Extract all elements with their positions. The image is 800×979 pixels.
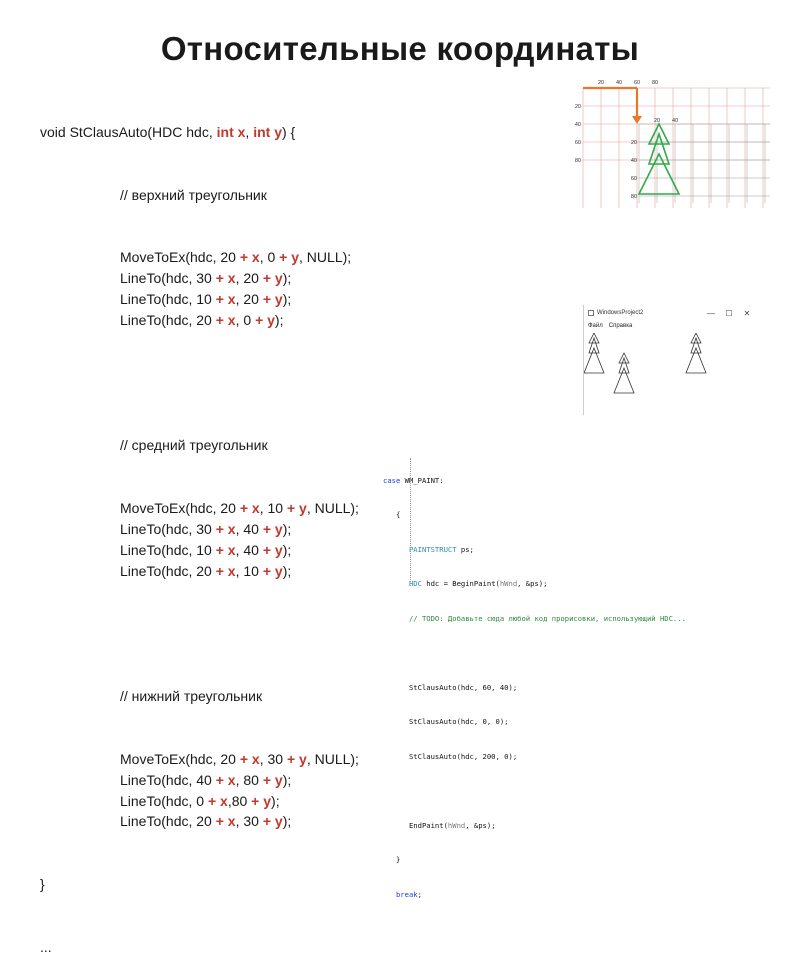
comment-bottom: // нижний треугольник — [120, 688, 263, 705]
beginpaint-call: hdc = BeginPaint( — [421, 579, 500, 588]
window-client-area — [584, 333, 756, 415]
code-token-op2: + y — [262, 541, 283, 558]
signature-sep: , — [245, 123, 254, 140]
break-semicolon: ; — [417, 889, 422, 899]
grid-tick-label: 40 — [615, 80, 623, 86]
tree-instance-60-40 — [614, 353, 634, 393]
grid-tick-label: 20 — [574, 104, 581, 110]
indent-guide — [410, 458, 411, 586]
code-token-mid: , 0 — [259, 249, 280, 266]
todo-comment-line — [383, 613, 783, 625]
grid-tick-label: 20 — [630, 140, 637, 146]
menu-help[interactable]: Справка — [608, 323, 633, 329]
code-token-op1: + x — [215, 291, 236, 307]
code-token-mid: , 0 — [235, 311, 256, 328]
signature-suffix: ) { — [281, 123, 296, 140]
tree-instance-0-0 — [584, 333, 604, 373]
window-titlebar — [584, 305, 756, 321]
code-token-mid: , 10 — [259, 500, 287, 516]
signature-prefix: void StClausAuto(HDC hdc, — [40, 123, 217, 140]
code-token-op2: + y — [279, 249, 300, 266]
code-token-op2: + y — [286, 500, 307, 516]
code-token-op2: + y — [262, 270, 283, 287]
grid-tick-label: 60 — [630, 176, 637, 182]
todo-comment: // TODO: Добавьте сюда любой код прорисовки, использующий HDC... — [408, 613, 686, 623]
grid-tick-label: 40 — [671, 118, 679, 124]
code-token-fn: MoveToEx(hdc, 20 — [120, 750, 240, 767]
code-token-end: ); — [282, 520, 292, 537]
code-token-mid: ,80 — [227, 792, 252, 809]
code-token-mid: , 30 — [235, 813, 263, 830]
code-token-end: , NULL); — [299, 249, 352, 266]
wm-paint-snippet — [383, 440, 783, 899]
call-2: StClausAuto(hdc, 0, 0); — [408, 717, 509, 726]
code-token-mid: , 20 — [235, 270, 263, 287]
closing-brace: } — [40, 876, 45, 893]
code-token-op2: + y — [262, 771, 283, 788]
top-code-line — [40, 268, 400, 289]
function-signature — [40, 122, 400, 143]
bottom-code-line — [40, 791, 400, 812]
code-token-op1: + x — [215, 541, 236, 558]
code-token-mid: , 30 — [259, 750, 287, 767]
code-token-end: ); — [282, 771, 292, 788]
code-token-op1: + x — [239, 249, 260, 266]
code-token-op1: + x — [215, 311, 236, 328]
param-y: int y — [253, 123, 282, 140]
endpaint-end: , &ps); — [465, 820, 496, 830]
endpaint-call: EndPaint( — [408, 820, 448, 830]
beginpaint-end: , &ps); — [517, 579, 548, 588]
close-brace-line — [383, 854, 783, 866]
code-token-end: ); — [282, 270, 292, 287]
menu-file[interactable]: Файл — [588, 323, 603, 329]
code-token-fn: LineTo(hdc, 10 — [120, 541, 216, 558]
paintstruct-var: ps; — [456, 544, 474, 554]
code-token-fn: LineTo(hdc, 0 — [120, 792, 208, 809]
window-title: WindowsProject2 — [597, 310, 644, 316]
code-token-op1: + x — [215, 562, 236, 579]
case-line — [383, 475, 783, 487]
code-token-end: ); — [282, 291, 292, 307]
code-token-end: ); — [282, 813, 292, 830]
code-token-fn: LineTo(hdc, 30 — [120, 520, 216, 537]
hwnd-param: hWnd — [447, 820, 466, 830]
grid-tick-label: 60 — [574, 140, 581, 146]
grid-tick-label: 20 — [653, 118, 661, 124]
code-token-op1: + x — [215, 270, 236, 287]
comment-mid: // средний треугольник — [120, 437, 268, 454]
param-x: int x — [216, 123, 246, 140]
app-icon — [588, 310, 594, 316]
code-token-op1: + x — [215, 813, 236, 830]
coordinate-grid-figure — [565, 78, 770, 208]
close-button[interactable]: ✕ — [743, 308, 751, 318]
top-code-line — [40, 247, 400, 268]
code-token-mid: , 10 — [235, 562, 263, 579]
hwnd-param: hWnd — [499, 579, 518, 588]
code-token-op2: + y — [255, 311, 275, 328]
blank-line — [40, 623, 400, 644]
code-token-op2: + y — [251, 792, 272, 809]
bottom-code-line — [40, 770, 400, 791]
endpaint-line — [383, 820, 783, 832]
code-token-end: , NULL); — [306, 750, 359, 767]
call-line — [383, 682, 783, 694]
break-keyword: break — [395, 889, 418, 899]
maximize-button[interactable]: ☐ — [725, 308, 733, 318]
open-brace: { — [395, 510, 401, 519]
code-listing — [40, 80, 400, 979]
code-token-mid: , 40 — [235, 541, 263, 558]
code-token-fn: LineTo(hdc, 30 — [120, 270, 216, 287]
slide-title: Относительные координаты — [160, 30, 640, 67]
minimize-button[interactable]: — — [707, 308, 715, 318]
bottom-code-line — [40, 811, 400, 832]
code-token-end: ); — [274, 311, 284, 328]
mid-code-line — [40, 519, 400, 540]
beginpaint-line — [383, 578, 783, 590]
bottom-code-line — [40, 749, 400, 770]
grid-tick-label: 80 — [630, 194, 637, 200]
mid-code-line — [40, 498, 400, 519]
code-token-op2: + y — [262, 291, 283, 307]
grid-tick-label: 80 — [651, 80, 659, 86]
code-token-fn: MoveToEx(hdc, 20 — [120, 500, 240, 516]
app-window — [583, 305, 756, 415]
ellipsis: ... — [40, 938, 52, 955]
tree-instance-200-0 — [686, 333, 706, 373]
grid-tick-label: 80 — [574, 158, 581, 164]
hdc-type: HDC — [408, 579, 422, 588]
paintstruct-type: PAINTSTRUCT — [408, 544, 457, 554]
code-token-fn: LineTo(hdc, 20 — [120, 311, 216, 328]
grid-tick-label: 40 — [574, 122, 581, 128]
code-token-op2: + y — [262, 813, 283, 830]
grid-tick-label: 20 — [597, 80, 605, 86]
code-token-fn: LineTo(hdc, 20 — [120, 813, 216, 830]
code-token-mid: , 20 — [235, 291, 263, 307]
code-token-op2: + y — [262, 562, 283, 579]
code-token-op1: + x — [215, 520, 236, 537]
code-token-end: ); — [282, 541, 292, 558]
top-code-line — [40, 310, 400, 331]
break-line — [383, 889, 783, 901]
code-token-op1: + x — [239, 750, 260, 767]
paintstruct-line — [383, 544, 783, 556]
open-brace-line — [383, 509, 783, 521]
call-line — [383, 751, 783, 763]
top-code-line — [40, 289, 400, 310]
code-token-end: , NULL); — [306, 500, 359, 516]
case-label: WM_PAINT: — [400, 475, 444, 485]
blank-line — [383, 647, 783, 659]
code-token-mid: , 80 — [235, 771, 263, 788]
code-token-fn: LineTo(hdc, 20 — [120, 562, 216, 579]
call-3: StClausAuto(hdc, 200, 0); — [408, 751, 518, 761]
mid-code-line — [40, 561, 400, 582]
code-token-op1: + x — [215, 771, 236, 788]
close-brace: } — [395, 855, 401, 864]
mid-code-line — [40, 540, 400, 561]
window-menubar — [584, 321, 756, 331]
case-keyword: case — [383, 475, 401, 485]
code-token-fn: LineTo(hdc, 10 — [120, 291, 216, 307]
grid-tick-label: 60 — [633, 80, 641, 86]
comment-top: // верхний треугольник — [120, 186, 267, 203]
code-token-end: ); — [271, 792, 280, 809]
code-token-op2: + y — [262, 520, 283, 537]
call-line — [383, 716, 783, 728]
code-token-op2: + y — [286, 750, 307, 767]
code-token-op1: + x — [207, 792, 228, 809]
code-token-op1: + x — [239, 500, 260, 516]
code-token-mid: , 40 — [235, 520, 263, 537]
code-token-fn: LineTo(hdc, 40 — [120, 771, 216, 788]
code-token-fn: MoveToEx(hdc, 20 — [120, 249, 240, 266]
grid-tick-label: 40 — [630, 158, 637, 164]
code-token-end: ); — [282, 562, 292, 579]
blank-line — [383, 785, 783, 797]
blank-line — [40, 373, 400, 394]
call-1: StClausAuto(hdc, 60, 40); — [408, 682, 518, 692]
